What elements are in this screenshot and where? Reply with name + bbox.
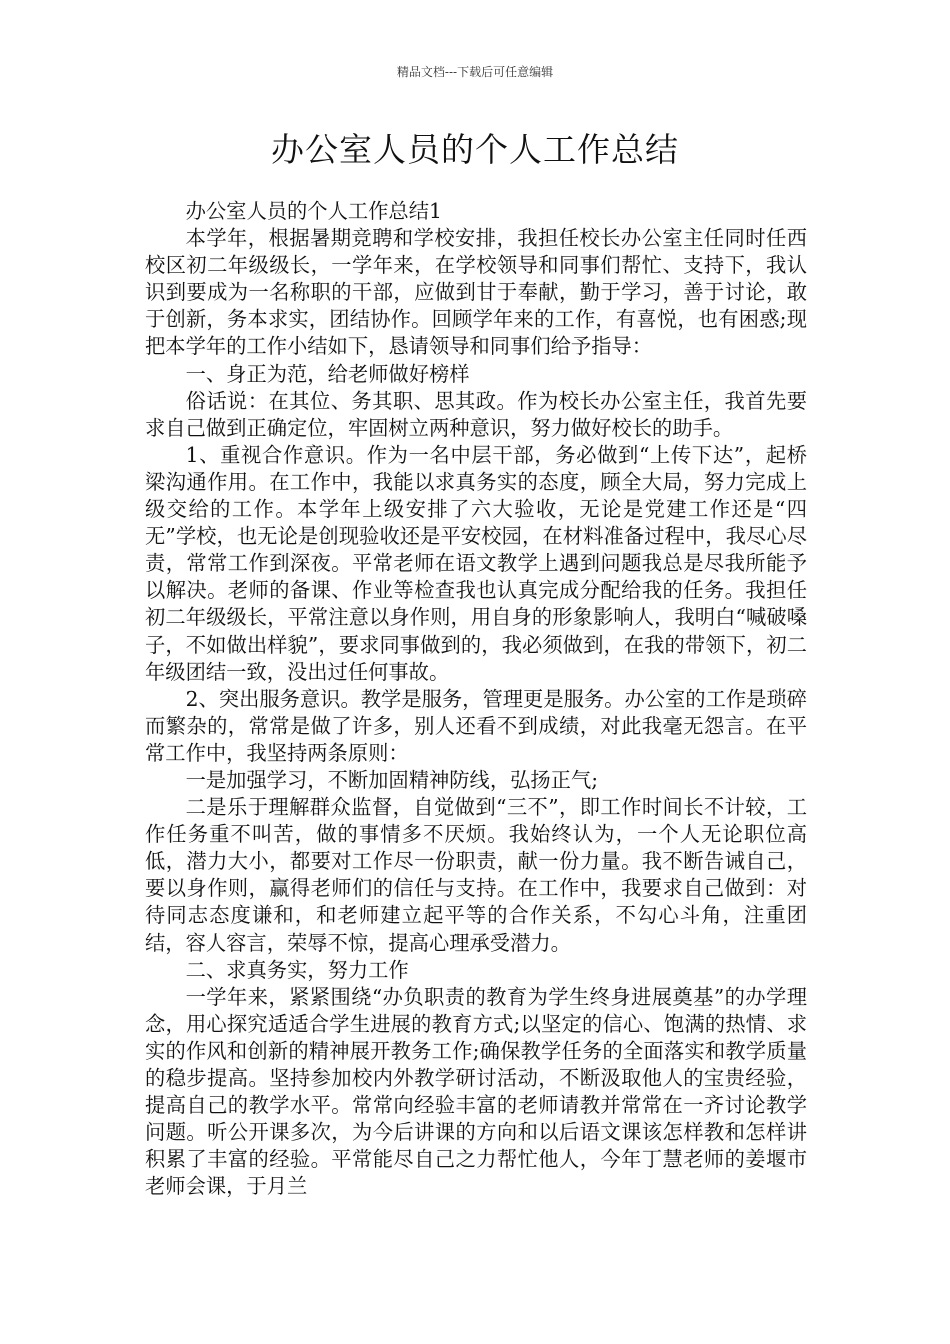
paragraph: 一是加强学习，不断加固精神防线，弘扬正气; [185, 767, 599, 792]
section-heading: 一、身正为范，给老师做好榜样 [185, 361, 470, 386]
document-title: 办公室人员的个人工作总结 [271, 130, 679, 169]
section-heading: 二、求真务实，努力工作 [185, 957, 409, 982]
section-heading: 办公室人员的个人工作总结1 [185, 199, 442, 223]
paragraph: 二是乐于理解群众监督，自觉做到“三不”，即工作时间长不计较，工作任务重不叫苦，做的事情多不厌烦。我始终认为，一个人无论职位高低，潜力大小，都要对工作尽一份职责，献一份力量。我不断告诫自己，要以身作则，赢得老师们的信任与支持。在工作中，我要求自己做到：对待同志态度谦和，和老师建立起平等的合作关系，不勾心斗角，注重团结，容人容言，荣辱不惊，提高心理承受潜力。 [145, 795, 807, 955]
paragraph: 2、突出服务意识。教学是服务，管理更是服务。办公室的工作是琐碎而繁杂的，常常是做了许多，别人还看不到成绩，对此我毫无怨言。在平常工作中，我坚持两条原则： [145, 686, 807, 765]
paragraph: 一学年来，紧紧围绕“办负职责的教育为学生终身进展奠基”的办学理念，用心探究适适合学生进展的教育方式;以坚定的信心、饱满的热情、求实的作风和创新的精神展开教务工作;确保教学任务的全面落实和教学质量的稳步提高。坚持参加校内外教学研讨活动，不断汲取他人的宝贵经验，提高自己的教学水平。常常向经验丰富的老师请教并常常在一齐讨论教学问题。听公开课多次，为今后讲课的方向和以后语文课该怎样教和怎样讲积累了丰富的经验。平常能尽自己之力帮忙他人，今年丁慧老师的姜堰市老师会课，于月兰 [145, 984, 807, 1199]
paragraph: 俗话说：在其位、务其职、思其政。作为校长办公室主任，我首先要求自己做到正确定位，牢固树立两种意识，努力做好校长的助手。 [145, 388, 807, 440]
document-body [145, 198, 807, 1200]
paragraph: 1、重视合作意识。作为一名中层干部，务必做到“上传下达”，起桥梁沟通作用。在工作中，我能以求真务实的态度，顾全大局，努力完成上级交给的工作。本学年上级安排了六大验收，无论是党建工作还是“四无”学校，也无论是创现验收还是平安校园，在材料准备过程中，我尽心尽责，常常工作到深夜。平常老师在语文教学上遇到问题我总是尽我所能予以解决。老师的备课、作业等检查我也认真完成分配给我的任务。我担任初二年级级长，平常注意以身作则，用自身的形象影响人，我明白“喊破嗓子，不如做出样貌”，要求同事做到的，我必须做到，在我的带领下，初二年级团结一致，没出过任何事故。 [145, 442, 807, 684]
paragraph: 本学年，根据暑期竞聘和学校安排，我担任校长办公室主任同时任西校区初二年级级长，一学年来，在学校领导和同事们帮忙、支持下，我认识到要成为一名称职的干部，应做到甘于奉献，勤于学习，善于讨论，敢于创新，务本求实，团结协作。回顾学年来的工作，有喜悦，也有困惑;现把本学年的工作小结如下，恳请领导和同事们给予指导： [145, 226, 807, 359]
header-note: 精品文档---下载后可任意编辑 [396, 65, 554, 79]
